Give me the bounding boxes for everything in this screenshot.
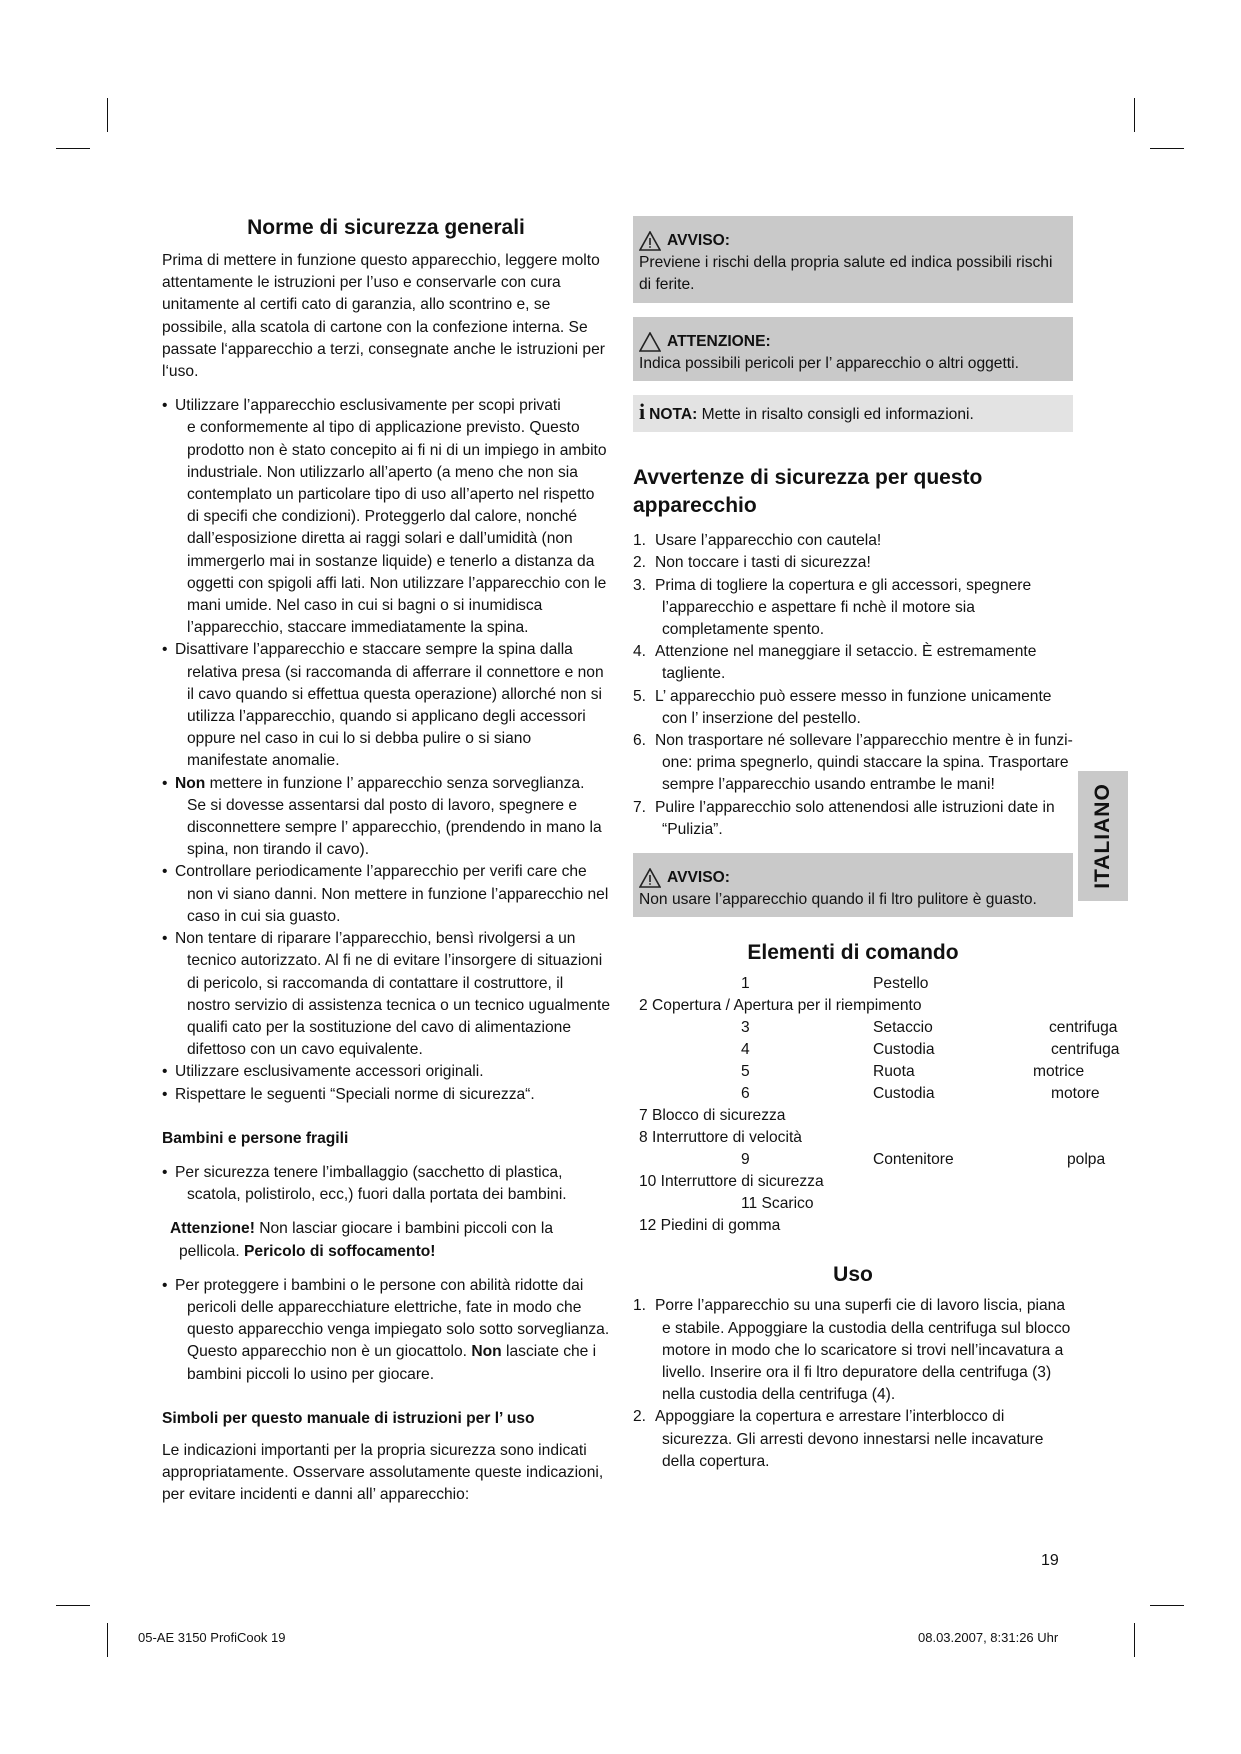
list-item: 1. Porre l’apparecchio su una superfi cie di lavoro liscia, piana e stabile. Appoggiare la custodia della centrifuga sul blocco motore in modo che lo scaricatore si trovi nell’incavatura a livello. Inserire ora il fi ltro depuratore della centrifuga (3) nella custodia della centrifuga (4).	[633, 1297, 1071, 1404]
part-name: Custodia	[873, 1041, 935, 1059]
children-heading: Bambini e persone fragili	[162, 1129, 349, 1147]
warnings-list	[633, 530, 1073, 841]
part-number: 1	[741, 975, 750, 993]
use-list	[633, 1295, 1073, 1473]
warning-triangle-icon	[639, 231, 661, 251]
footer-right: 08.03.2007, 8:31:26 Uhr	[918, 1630, 1059, 1645]
warning-label: AVVISO:	[667, 232, 730, 249]
part-number: 4	[741, 1041, 750, 1059]
note-box	[633, 395, 1073, 432]
crop-mark	[56, 148, 90, 149]
crop-mark	[107, 1623, 108, 1657]
list-item: • Disattivare l’apparecchio e staccare sempre la spina dalla relativa presa (si raccomanda di afferrare il connettore e non il cavo quando si effettua questa operazione) allorché non si utilizza l’apparecchio, quando si applicano degli accessori oppure nel caso in cui lo si debba pulire o si siano manifestate anomalie.	[162, 639, 610, 772]
part-line: 7 Blocco di sicurezza	[639, 1107, 786, 1125]
part-number: 6	[741, 1085, 750, 1103]
list-item: • Per sicurezza tenere l’imballaggio (sacchetto di plastica, scatola, polistirolo, ecc,) fuori dalla portata dei bambini.	[162, 1162, 610, 1206]
part-name: Setaccio	[873, 1019, 933, 1037]
warning-label: AVVISO:	[667, 869, 730, 887]
part-line: 12 Piedini di gomma	[639, 1217, 781, 1235]
warning-text: Previene i rischi della propria salute ed indica possibili rischi di ferite.	[639, 254, 1053, 294]
list-item: • Utilizzare esclusivamente accessori originali.	[162, 1061, 610, 1083]
list-item: • Controllare periodicamente l’apparecchio per verifi care che non vi siano danni. Non mettere in funzione l’apparecchio nel caso in cui sia guasto.	[162, 861, 610, 928]
language-tab	[1078, 771, 1128, 901]
list-item: 5. L’ apparecchio può essere messo in funzione unicamente con l’ inserzione del pestello.	[633, 687, 1052, 727]
use-heading: Uso	[833, 1263, 873, 1287]
list-item: • Utilizzare l’apparecchio esclusivamente per scopi privati e conformemente al tipo di applicazione previsto. Questo prodotto non è stato concepito ai fi ni di un impiego in ambito industriale. Non utilizzarlo all’aperto (a meno che non sia contemplato un particolare tipo di uso all’aperto nel rispetto di specifi che condizioni). Proteggerlo dal calore, nonché dall’esposizione diretta ai raggi solari e dall’umidità (non immergerlo mai in sostanze liquide) e tenerlo a distanza da oggetti con spigoli affi lati. Non utilizzare l’apparecchio con le mani umide. Nel caso in cui si bagni o si inumidisca l’apparecchio, staccare immediatamente la spina.	[162, 395, 610, 639]
note-text: Mette in risalto consigli ed informazioni.	[697, 406, 974, 424]
protect-list	[162, 1275, 610, 1386]
crop-mark	[1150, 1605, 1184, 1606]
part-line: 8 Interruttore di velocità	[639, 1129, 802, 1147]
warning-box-2	[633, 853, 1073, 917]
safety-list	[162, 395, 610, 1106]
note-label: NOTA:	[649, 406, 698, 424]
attention-note: Attenzione! Non lasciar giocare i bambini piccoli con la pellicola. Pericolo di soffocamento!	[170, 1220, 554, 1260]
children-list	[162, 1162, 610, 1206]
list-item: 7. Pulire l’apparecchio solo attenendosi alle istruzioni date in “Pulizia”.	[633, 798, 1055, 838]
warning-text: Non usare l’apparecchio quando il fi ltro pulitore è guasto.	[639, 891, 1037, 909]
list-item: • Non mettere in funzione l’ apparecchio senza sorveglianza. Se si dovesse assentarsi dal posto di lavoro, spegnere e disconnettere sempre l’ apparecchio, (prendendo in mano la spina, non tirando il cavo).	[162, 773, 610, 862]
list-item: • Non tentare di riparare l’apparecchio, bensì rivolgersi a un tecnico autorizzato. Al fi ne di evitare l’insorgere di situazioni di pericolo, si raccomanda di contattare il costruttore, il nostro servizio di assistenza tecnica o un tecnico ugualmente qualifi cato per la sostituzione del cavo di alimentazione difettoso con un cavo equivalente.	[162, 928, 610, 1061]
list-item: 1. Usare l’apparecchio con cautela!	[633, 532, 882, 550]
footer-left: 05-AE 3150 ProfiCook 19	[138, 1630, 286, 1645]
language-label: ITALIANO	[1091, 783, 1114, 889]
symbols-paragraph: Le indicazioni importanti per la propria sicurezza sono indicati appropriatamente. Osservare assolutamente queste indicazioni, per evitare incidenti e danni all’ apparecchio:	[162, 1441, 604, 1504]
page-number: 19	[1041, 1552, 1059, 1569]
crop-mark	[1134, 1623, 1135, 1657]
part-number: 3	[741, 1019, 750, 1037]
intro-paragraph: Prima di mettere in funzione questo apparecchio, leggere molto attentamente le istruzioni per l’uso e conservarle con cura unitamente al certifi cato di garanzia, allo scontrino e, se possibile, alla scatola di cartone con la confezione interna. Se passate l‘apparecchio a terzi, consegnate anche le istruzioni per l‘uso.	[162, 252, 605, 381]
symbols-heading: Simboli per questo manuale di istruzioni per l’ uso	[162, 1409, 535, 1427]
list-item: • Per proteggere i bambini o le persone con abilità ridotte dai pericoli delle apparecchiature elettriche, fate in modo che questo apparecchio venga impiegato solo sotto sorveglianza. Questo apparecchio non è un giocattolo. Non lasciate che i bambini piccoli lo usino per giocare.	[162, 1275, 610, 1386]
crop-mark	[107, 98, 108, 132]
info-icon: i	[639, 399, 646, 425]
part-number: 9	[741, 1151, 750, 1169]
warning-triangle-icon	[639, 868, 661, 888]
caution-label: ATTENZIONE:	[667, 332, 771, 350]
part-name: Ruota	[873, 1063, 915, 1081]
part-number: 5	[741, 1063, 750, 1081]
part-line: 11 Scarico	[741, 1195, 814, 1213]
part-name-suffix: polpa	[1067, 1151, 1106, 1169]
caution-triangle-icon	[639, 332, 661, 352]
part-name-suffix: motrice	[1033, 1063, 1085, 1081]
part-name-suffix: centrifuga	[1051, 1041, 1120, 1059]
part-name: Pestello	[873, 975, 929, 993]
part-name: Contenitore	[873, 1151, 954, 1169]
caution-text: Indica possibili pericoli per l’ apparecchio o altri oggetti.	[639, 354, 1019, 372]
crop-mark	[56, 1605, 90, 1606]
part-name-suffix: motore	[1051, 1085, 1100, 1103]
part-name-suffix: centrifuga	[1049, 1019, 1118, 1037]
part-name: Custodia	[873, 1085, 935, 1103]
controls-heading: Elementi di comando	[747, 941, 959, 965]
crop-mark	[1150, 148, 1184, 149]
part-line: 10 Interruttore di sicurezza	[639, 1173, 824, 1191]
warnings-heading: Avvertenze di sicurezza per questo apparecchio	[633, 466, 983, 518]
crop-mark	[1134, 98, 1135, 132]
list-item: 2. Appoggiare la copertura e arrestare l’interblocco di sicurezza. Gli arresti devono innestarsi nelle incavature della copertura.	[633, 1408, 1044, 1470]
parts-list	[639, 973, 1120, 1235]
list-item: 6. Non trasportare né sollevare l’apparecchio mentre è in funzi- one: prima spegnerlo, quindi staccare la spina. Trasportare sempre l’apparecchio usando entrambe le mani!	[633, 732, 1073, 794]
part-line: 2 Copertura / Apertura per il riempimento	[639, 997, 922, 1015]
list-item: 3. Prima di togliere la copertura e gli accessori, spegnere l’apparecchio e aspettare fi nchè il motore sia completamente spento.	[633, 576, 1032, 639]
warning-box	[633, 216, 1073, 303]
list-item: • Rispettare le seguenti “Speciali norme di sicurezza“.	[162, 1084, 610, 1106]
left-column	[162, 214, 610, 1507]
caution-box	[633, 317, 1073, 381]
list-item: 4. Attenzione nel maneggiare il setaccio. È estremamente tagliente.	[633, 643, 1037, 683]
list-item: 2. Non toccare i tasti di sicurezza!	[633, 554, 871, 572]
page-title: Norme di sicurezza generali	[247, 216, 525, 239]
